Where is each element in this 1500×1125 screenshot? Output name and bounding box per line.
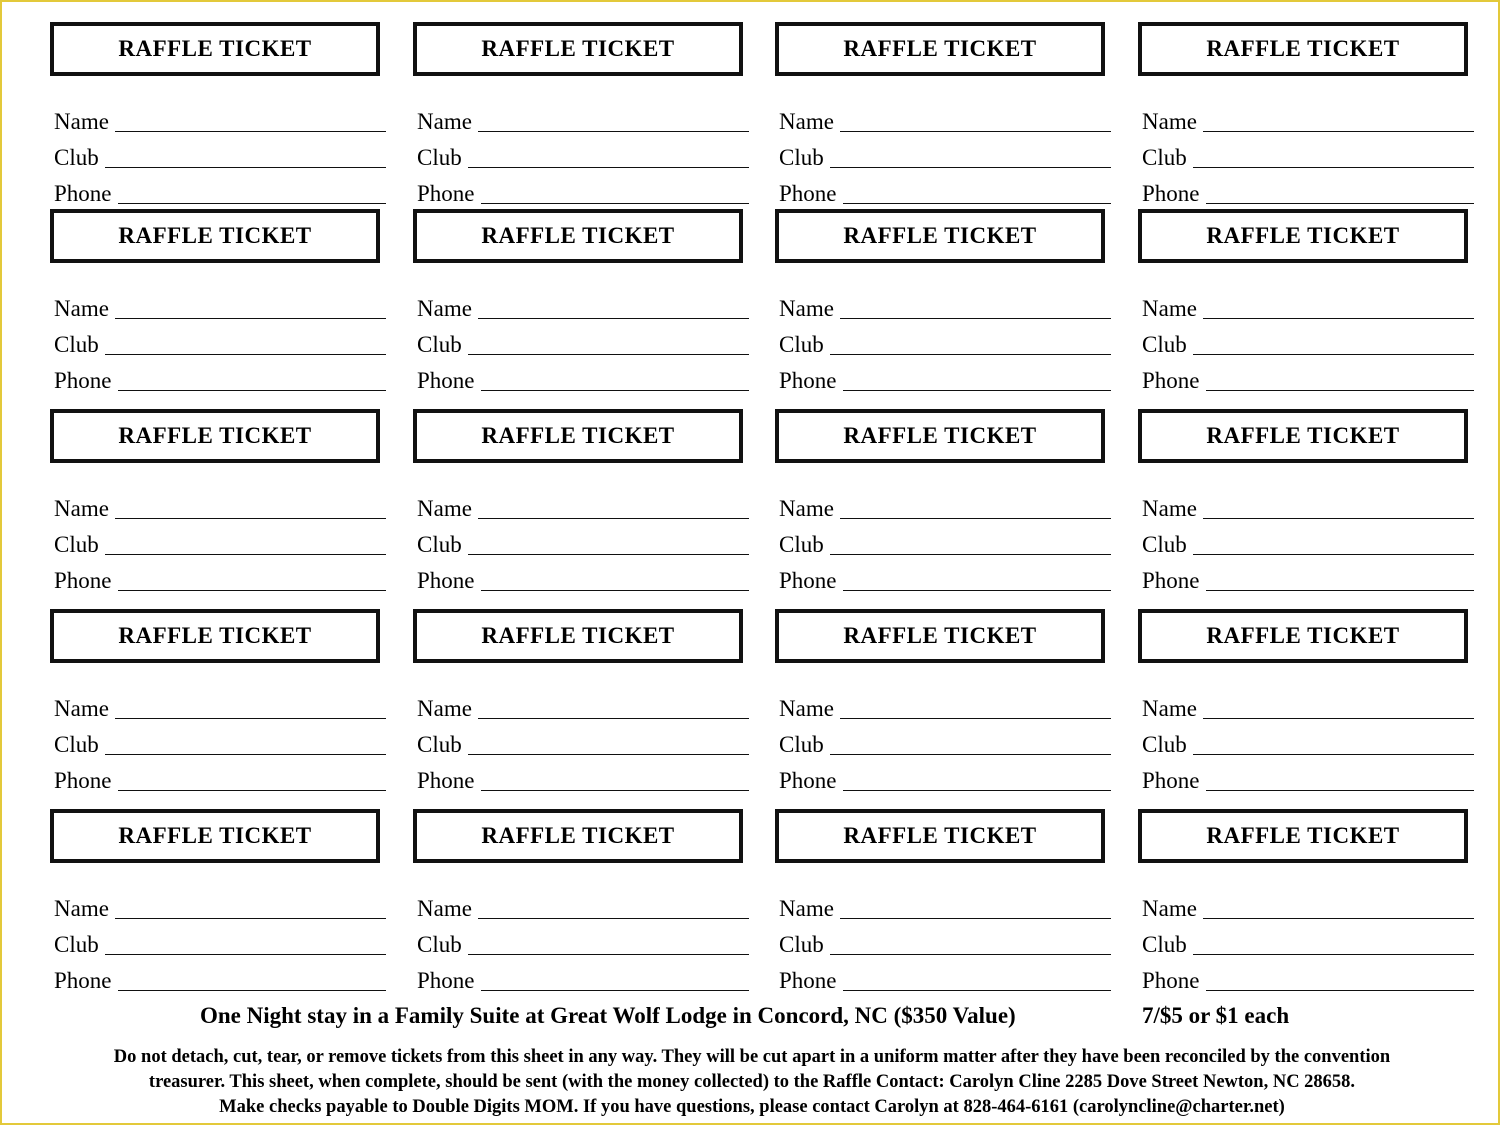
name-field[interactable] [417,491,749,521]
phone-blank-line[interactable] [481,389,750,391]
club-label: Club [54,732,99,757]
phone-blank-line[interactable] [118,389,387,391]
phone-label: Phone [54,181,112,206]
name-blank-line[interactable] [115,917,386,919]
name-field[interactable] [779,491,1111,521]
club-label: Club [779,732,824,757]
name-label: Name [1142,696,1197,721]
ticket-title: RAFFLE TICKET [413,209,743,263]
instructions-line-1: Do not detach, cut, tear, or remove tickets from this sheet in any way. They will be cut apart in a uniform matter after they have been reconciled by the convention [113,1047,1391,1067]
phone-blank-line[interactable] [481,789,750,791]
phone-field[interactable] [1142,363,1474,393]
club-field[interactable] [1142,527,1474,557]
phone-blank-line[interactable] [118,789,387,791]
phone-label: Phone [1142,368,1200,393]
name-label: Name [417,896,472,921]
club-label: Club [417,332,462,357]
name-label: Name [1142,109,1197,134]
raffle-ticket [50,609,390,793]
club-label: Club [417,532,462,557]
club-blank-line[interactable] [105,953,386,955]
name-label: Name [1142,296,1197,321]
ticket-title: RAFFLE TICKET [1138,209,1468,263]
club-blank-line[interactable] [468,953,749,955]
raffle-ticket [50,209,390,393]
club-blank-line[interactable] [830,553,1111,555]
name-blank-line[interactable] [840,130,1111,132]
name-field[interactable] [1142,691,1474,721]
raffle-ticket [50,409,390,593]
ticket-title: RAFFLE TICKET [50,609,380,663]
club-field[interactable] [417,527,749,557]
name-label: Name [417,696,472,721]
club-blank-line[interactable] [105,353,386,355]
name-label: Name [779,496,834,521]
raffle-ticket [1138,409,1478,593]
club-blank-line[interactable] [468,553,749,555]
name-field[interactable] [54,491,386,521]
name-label: Name [779,896,834,921]
ticket-title: RAFFLE TICKET [1138,809,1468,863]
phone-label: Phone [54,968,112,993]
club-blank-line[interactable] [1193,353,1474,355]
ticket-title: RAFFLE TICKET [50,809,380,863]
club-label: Club [1142,732,1187,757]
phone-field[interactable] [779,363,1111,393]
club-label: Club [1142,532,1187,557]
phone-field[interactable] [1142,563,1474,593]
phone-label: Phone [54,568,112,593]
instructions-line-3: Make checks payable to Double Digits MOM. If you have questions, please contact Carolyn at 828-464-6161 (carolyncline@charter.net) [219,1097,1285,1117]
club-blank-line[interactable] [468,353,749,355]
name-blank-line[interactable] [1203,130,1474,132]
ticket-title: RAFFLE TICKET [1138,609,1468,663]
raffle-ticket [775,809,1115,993]
name-field[interactable] [1142,104,1474,134]
phone-blank-line[interactable] [1206,389,1475,391]
phone-label: Phone [417,181,475,206]
name-field[interactable] [54,891,386,921]
name-label: Name [1142,896,1197,921]
ticket-title: RAFFLE TICKET [50,22,380,76]
phone-blank-line[interactable] [843,989,1112,991]
phone-label: Phone [54,368,112,393]
phone-field[interactable] [1142,763,1474,793]
phone-field[interactable] [1142,176,1474,206]
ticket-title: RAFFLE TICKET [413,809,743,863]
phone-label: Phone [1142,768,1200,793]
club-blank-line[interactable] [1193,953,1474,955]
phone-blank-line[interactable] [118,589,387,591]
club-label: Club [779,932,824,957]
name-field[interactable] [779,891,1111,921]
name-label: Name [54,896,109,921]
name-field[interactable] [1142,891,1474,921]
ticket-title: RAFFLE TICKET [50,409,380,463]
club-field[interactable] [779,140,1111,170]
name-field[interactable] [779,291,1111,321]
name-label: Name [779,696,834,721]
name-field[interactable] [417,104,749,134]
name-label: Name [54,696,109,721]
instructions-line-2: treasurer. This sheet, when complete, should be sent (with the money collected) to the Raffle Contact: Carolyn Cline 2285 Dove Street Newton, NC 28658. [148,1072,1356,1092]
raffle-ticket [775,609,1115,793]
name-field[interactable] [417,891,749,921]
name-label: Name [1142,496,1197,521]
club-field[interactable] [54,527,386,557]
name-field[interactable] [779,104,1111,134]
club-field[interactable] [779,327,1111,357]
club-field[interactable] [1142,327,1474,357]
name-blank-line[interactable] [478,317,749,319]
club-blank-line[interactable] [468,753,749,755]
club-label: Club [417,932,462,957]
phone-label: Phone [1142,968,1200,993]
name-blank-line[interactable] [1203,917,1474,919]
club-blank-line[interactable] [830,353,1111,355]
club-blank-line[interactable] [830,953,1111,955]
club-label: Club [779,332,824,357]
name-blank-line[interactable] [115,717,386,719]
phone-label: Phone [779,568,837,593]
club-label: Club [54,932,99,957]
club-field[interactable] [417,927,749,957]
phone-field[interactable] [54,763,386,793]
phone-field[interactable] [779,763,1111,793]
phone-blank-line[interactable] [118,989,387,991]
name-label: Name [779,296,834,321]
phone-blank-line[interactable] [1206,789,1475,791]
ticket-title: RAFFLE TICKET [50,209,380,263]
club-label: Club [1142,145,1187,170]
club-field[interactable] [1142,140,1474,170]
phone-field[interactable] [779,963,1111,993]
ticket-title: RAFFLE TICKET [775,809,1105,863]
name-field[interactable] [54,291,386,321]
phone-blank-line[interactable] [1206,589,1475,591]
phone-field[interactable] [54,963,386,993]
name-field[interactable] [1142,491,1474,521]
name-field[interactable] [54,691,386,721]
raffle-ticket [1138,209,1478,393]
phone-field[interactable] [417,563,749,593]
phone-field[interactable] [417,963,749,993]
name-label: Name [779,109,834,134]
club-field[interactable] [54,927,386,957]
ticket-title: RAFFLE TICKET [775,609,1105,663]
club-blank-line[interactable] [105,166,386,168]
name-blank-line[interactable] [840,317,1111,319]
raffle-ticket [50,809,390,993]
name-field[interactable] [417,291,749,321]
club-field[interactable] [417,140,749,170]
phone-label: Phone [779,968,837,993]
name-blank-line[interactable] [478,717,749,719]
club-field[interactable] [779,527,1111,557]
phone-field[interactable] [779,176,1111,206]
raffle-ticket [413,209,753,393]
ticket-title: RAFFLE TICKET [775,209,1105,263]
phone-blank-line[interactable] [481,202,750,204]
phone-label: Phone [417,368,475,393]
name-blank-line[interactable] [840,517,1111,519]
ticket-title: RAFFLE TICKET [413,409,743,463]
phone-blank-line[interactable] [843,589,1112,591]
name-blank-line[interactable] [478,130,749,132]
club-blank-line[interactable] [105,553,386,555]
name-label: Name [417,296,472,321]
name-label: Name [54,109,109,134]
phone-label: Phone [779,768,837,793]
club-label: Club [417,145,462,170]
ticket-title: RAFFLE TICKET [413,22,743,76]
phone-label: Phone [54,768,112,793]
raffle-ticket [413,809,753,993]
raffle-ticket [413,409,753,593]
phone-field[interactable] [779,563,1111,593]
ticket-title: RAFFLE TICKET [413,609,743,663]
name-label: Name [54,296,109,321]
raffle-ticket [413,22,753,206]
phone-field[interactable] [417,176,749,206]
phone-label: Phone [1142,181,1200,206]
club-blank-line[interactable] [1193,553,1474,555]
name-field[interactable] [1142,291,1474,321]
name-blank-line[interactable] [115,130,386,132]
raffle-ticket [1138,22,1478,206]
phone-field[interactable] [417,363,749,393]
raffle-ticket [1138,609,1478,793]
ticket-title: RAFFLE TICKET [775,409,1105,463]
club-field[interactable] [54,327,386,357]
name-blank-line[interactable] [840,717,1111,719]
club-blank-line[interactable] [468,166,749,168]
phone-blank-line[interactable] [481,989,750,991]
club-label: Club [417,732,462,757]
club-label: Club [54,145,99,170]
name-blank-line[interactable] [1203,717,1474,719]
name-blank-line[interactable] [840,917,1111,919]
name-field[interactable] [54,104,386,134]
name-field[interactable] [779,691,1111,721]
phone-blank-line[interactable] [843,789,1112,791]
phone-field[interactable] [54,563,386,593]
phone-field[interactable] [54,363,386,393]
club-field[interactable] [417,327,749,357]
phone-field[interactable] [54,176,386,206]
phone-label: Phone [417,768,475,793]
prize-description: One Night stay in a Family Suite at Great Wolf Lodge in Concord, NC ($350 Value) [200,1003,1016,1028]
name-blank-line[interactable] [115,317,386,319]
club-blank-line[interactable] [1193,753,1474,755]
phone-field[interactable] [1142,963,1474,993]
club-blank-line[interactable] [830,753,1111,755]
phone-label: Phone [779,368,837,393]
phone-blank-line[interactable] [843,389,1112,391]
club-label: Club [54,532,99,557]
ticket-title: RAFFLE TICKET [775,22,1105,76]
phone-blank-line[interactable] [118,202,387,204]
phone-label: Phone [417,968,475,993]
name-blank-line[interactable] [1203,317,1474,319]
ticket-title: RAFFLE TICKET [1138,22,1468,76]
raffle-ticket [775,409,1115,593]
raffle-ticket [413,609,753,793]
club-field[interactable] [1142,727,1474,757]
ticket-title: RAFFLE TICKET [1138,409,1468,463]
club-blank-line[interactable] [105,753,386,755]
name-blank-line[interactable] [115,517,386,519]
phone-label: Phone [779,181,837,206]
name-label: Name [54,496,109,521]
club-label: Club [779,532,824,557]
phone-label: Phone [417,568,475,593]
raffle-ticket [775,22,1115,206]
phone-field[interactable] [417,763,749,793]
raffle-ticket [775,209,1115,393]
name-field[interactable] [417,691,749,721]
club-field[interactable] [1142,927,1474,957]
club-label: Club [54,332,99,357]
phone-blank-line[interactable] [481,589,750,591]
club-label: Club [1142,332,1187,357]
club-field[interactable] [779,927,1111,957]
name-blank-line[interactable] [478,917,749,919]
club-field[interactable] [779,727,1111,757]
club-field[interactable] [54,140,386,170]
raffle-ticket [50,22,390,206]
club-field[interactable] [417,727,749,757]
phone-blank-line[interactable] [843,202,1112,204]
name-label: Name [417,496,472,521]
name-blank-line[interactable] [478,517,749,519]
club-blank-line[interactable] [830,166,1111,168]
ticket-price: 7/$5 or $1 each [1142,1003,1290,1028]
phone-label: Phone [1142,568,1200,593]
club-field[interactable] [54,727,386,757]
phone-blank-line[interactable] [1206,202,1475,204]
club-blank-line[interactable] [1193,166,1474,168]
club-label: Club [1142,932,1187,957]
name-blank-line[interactable] [1203,517,1474,519]
raffle-ticket [1138,809,1478,993]
club-label: Club [779,145,824,170]
name-label: Name [417,109,472,134]
phone-blank-line[interactable] [1206,989,1475,991]
